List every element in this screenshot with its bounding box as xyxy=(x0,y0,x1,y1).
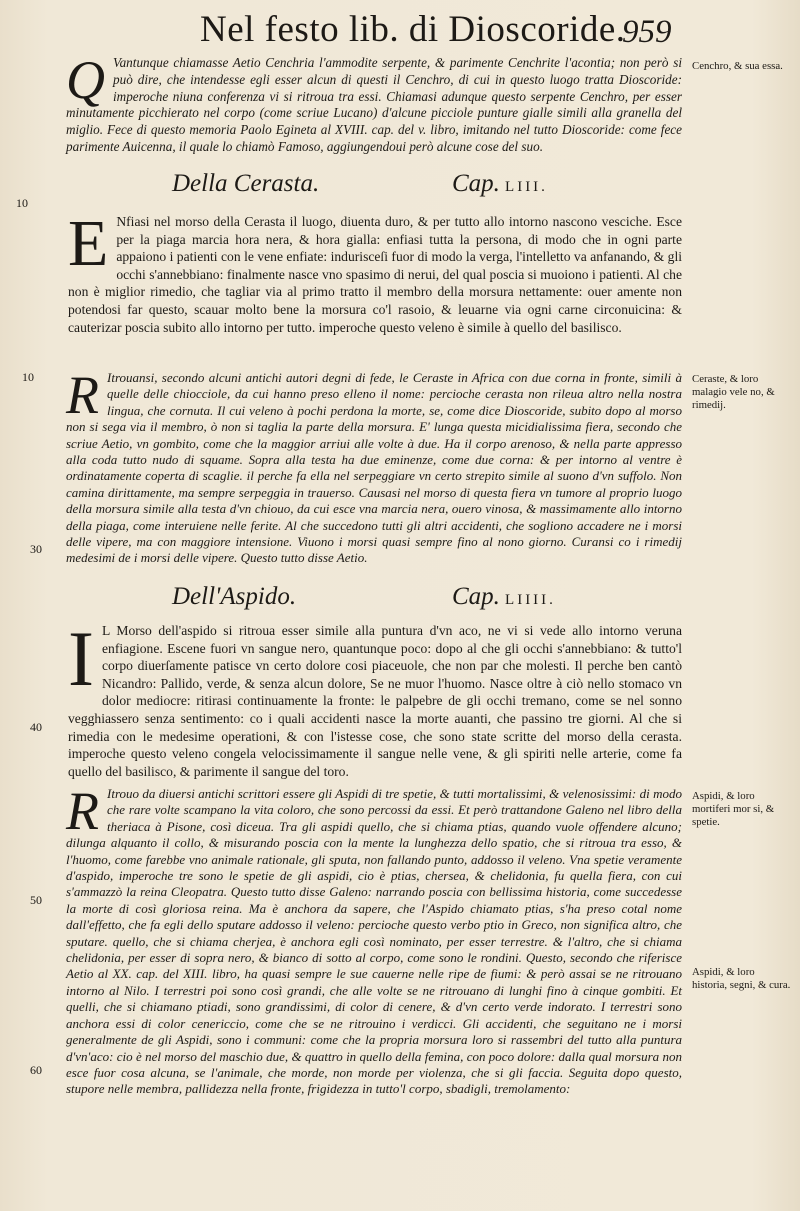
commentary-text: Itrouansi, secondo alcuni antichi autori degni di fede, le Ceraste in Africa con due corna in fronte, simili à quelle delle chiocciole, da cui hanno preso elleno il nome: percioche cerasta non rileua altro nella nostra lingua, che cornuta. Il cui veleno à pochi perdona la morte, se, come dice Dioscoride, subito dopo al morso non si sega via il membro, ò non si taglia la parte della morsura. E' lunga questa micidialissima fiera, secondo che scriue Aetio, vn gombito, come che la maggior arriui alle volte à due. Ha il corpo arenoso, & nella parte appresso alla coda tutto nudo di squame. Sopra alla testa ha due eminenze, come due corna: & per intorno al ventre è ordinatamente coperta di scaglie. il perche fa ella nel serpeggiare vn certo strepito simile al suono d'vn suffolo. Non camina dirittamente, ma sempre serpeggia in trauerso. Causasi nel morso di questa fiera vn tumore al proprio luogo della morsura simile alla testa d'vn chiouo, da cui esce vna marcia nera, ouero vinosa, & massimamente allo intorno della piaga, come interuiene nelle ferite. Al che succedono tutti gli altri accidenti, che sogliono accadere ne i morsi delle vipere, ma con maggiore intensione. Viuono i morsi quasi sempre fino al nono giorno. Curansi co i rimedij medesimi de i morsi delle vipere. Questo tutto disse Aetio. xyxy=(66,370,682,566)
chapter-body: L Morso dell'aspido si ritroua esser simile alla puntura d'vn aco, ne vi si vede allo intorno veruna enfiagione. Escene fuori vn sangue nero, quantunque poco: dopo al che gli occhi s'annebbiano: & tutto'l corpo diuerſamente patisce vn certo dolore cosi piaceuole, che non par che molesti. Il perche ben cantò Nicandro: Pallido, verde, & senza alcun dolore, Se ne muor l'huomo. Nasce oltre à ciò nello stomaco vn dolor mediocre: ritirasi continuamente la fronte: le palpebre de gli occhi tremano, come se nel sonno vegghiassero senza sentimento: co i quali accidenti nasce la morte auanti, che passino tre giorni. Al che si rimedia con le medesime operationi, & con l'istesse cose, che sono state scritte del morso della cerasta. imperoche questo veleno congela velocissimamente il sangue nelle vene, & gli spiriti nelle arterie, come fa quello del basilisco, & parimente il sangue del toro. xyxy=(68,623,682,779)
running-title: Nel festo lib. di Dioscoride. xyxy=(200,9,626,50)
line-number: 50 xyxy=(30,893,42,907)
line-number: 30 xyxy=(30,542,42,556)
chapter-title: Dell'Aspido. xyxy=(172,583,297,610)
line-number: 60 xyxy=(30,1063,42,1077)
margin-note: Cenchro, & sua essa. xyxy=(692,60,783,72)
cap-number: LIII. xyxy=(505,179,548,195)
cap-number: LIIII. xyxy=(505,592,556,608)
drop-cap: Q xyxy=(66,50,105,110)
cap-label: Cap. xyxy=(452,170,500,197)
line-number: 10 xyxy=(16,196,28,210)
page-number: 959 xyxy=(622,14,672,50)
line-number: 40 xyxy=(30,720,42,734)
drop-cap: R xyxy=(66,365,99,425)
commentary-cenchro xyxy=(66,50,682,156)
commentary-text: Itrouo da diuersi antichi scrittori essere gli Aspidi di tre spetie, & tutti mortalissimi, & velenosissimi: di modo che rare volte scampano la vita coloro, che sono percossi da essi. Et però trattandone Galeno nel libro della theriaca à Pisone, così diceua. Tra gli aspidi quello, che si chiama ptias, quando vuole offendere alcuno; dilunga alquanto il collo, & misurando poscia con la mente la lunghezza dello spatio, che si ritroua tra esso, & l'huomo, come farebbe vno animale rationale, gli sputa, non fallando punto, addosso il veleno. Vna spetie veramente d'aspido, imperoche tre sono le spetie de gli aspidi, cio è ptias, chersea, & chelidonia, fu quella fiera, con cui s'ammazzò la reina Cleopatra. Questo tutto disse Galeno: narrando poscia con bellissima historia, come succedesse la morte di così gloriosa reina. Ma è anchora da sapere, che l'Aspido chiamato ptias, s'ha preso cotal nome dall'effetto, che fa egli dello sputare addosso il veleno: percioche questo verbo ptio in Greco, non significa altro, che sputare. quello, che si chiama cherjea, è anchora egli così nominato, per esser terrestre. & l'altro, che si chiama chelidonia, per esser di sopra nero, & bianco di sotto al corpo, come sono le rondini. Questo, secondo che riferisce Aetio al XX. cap. del XIII. libro, ha quasi sempre le sue cauerne nelle ripe de fiumi: & però assai se ne ritrouano intorno al Nilo. I terrestri poi sono così grandi, che alle volte se ne ritrouano di lunghi fino à cinque gombiti. Et quelli, che si chiamano ptiadi, sono grandissimi, di color di cenere, & d'vn certo verde indorato. I terrestri sono anchora essi di color cenericcio, come che se ne ritrouino i verdicci. Gli accidenti, che seguitano ne i morsi generalmente de gli Aspidi, sono i communi: come che la propria morsura loro si rassembri del tutto alla puntura d'vn'aco: cio è nel morso del maschio due, & quattro in quello della femina, con poco dolore: dalla qual morsura non esce fuor cosa alcuna, se l'animale, che morde, non morde per violenza, che si gli faccia. Seguita dopo questo, stupore nelle membra, pallidezza nella fronte, frigidezza in tutto'l corpo, sbadigli, tremolamento: xyxy=(66,786,682,1097)
line-number: 10 xyxy=(22,370,34,384)
chapter-number xyxy=(452,583,556,611)
commentary-ceraste xyxy=(66,365,682,567)
margin-note: Aspidi, & loro mortiferi mor si, & spetie. xyxy=(692,790,775,828)
drop-cap: I xyxy=(68,615,94,702)
margin-note: Ceraste, & loro malagio vele no, & rimedij. xyxy=(692,373,775,411)
chapter-text xyxy=(68,207,682,336)
cap-label: Cap. xyxy=(452,583,500,610)
chapter-body: Nfiasi nel morso della Cerasta il luogo, diuenta duro, & per tutto allo intorno nascono vesciche. Esce per la piaga marcia hora nera, & hora gialla: enfiasi tutta la persona, di modo che in ogni parte appaiono i patienti con le vene enfiate: indurisceſi fuor di modo la verga, l'intelletto va anfanando, & gli occhi s'annebbiano: finalmente nasce vno spasimo di nerui, del qual poscia si muoiono i patienti. Al che non è miglior rimedio, che tagliar via al primo tratto il membro della morsura nettamente: ouer amente non potendosi far questo, scauar molto bene la morsura co'l rasoio, & leuarne via ogni carne circonuicina: & cauterizar poscia subito allo intorno per tutto. imperoche questo veleno è simile à quello del basilisco. xyxy=(68,214,682,335)
commentary-text: Vantunque chiamasse Aetio Cenchria l'ammodite serpente, & parimente Cenchrite l'acontia; non però si può dire, che intendesse egli esser alcun di questi il Cenchro, di cui in questo luogo tratta Dioscoride: imperoche niuna conferenza vi si ritroua tra essi. Chiamasi adunque questo serpente Cenchro, per esser minutamente picchierato nel corpo (come scriue Lucano) d'alcune picciole punture gialle simili alla granella del miglio. Fece di questo memoria Paolo Egineta al XVIII. cap. del v. libro, imitando nel tutto Dioscoride: come fece parimente Auicenna, il quale lo chiamò Famoso, aggiungendoui però alcune cose del suo. xyxy=(66,55,682,154)
drop-cap: R xyxy=(66,781,99,841)
commentary-aspidi xyxy=(66,781,682,1098)
chapter-title: Della Cerasta. xyxy=(172,170,320,197)
margin-note: Aspidi, & loro historia, segni, & cura. xyxy=(692,966,791,991)
chapter-number xyxy=(452,170,548,198)
chapter-text xyxy=(68,615,682,780)
drop-cap: E xyxy=(68,207,109,280)
